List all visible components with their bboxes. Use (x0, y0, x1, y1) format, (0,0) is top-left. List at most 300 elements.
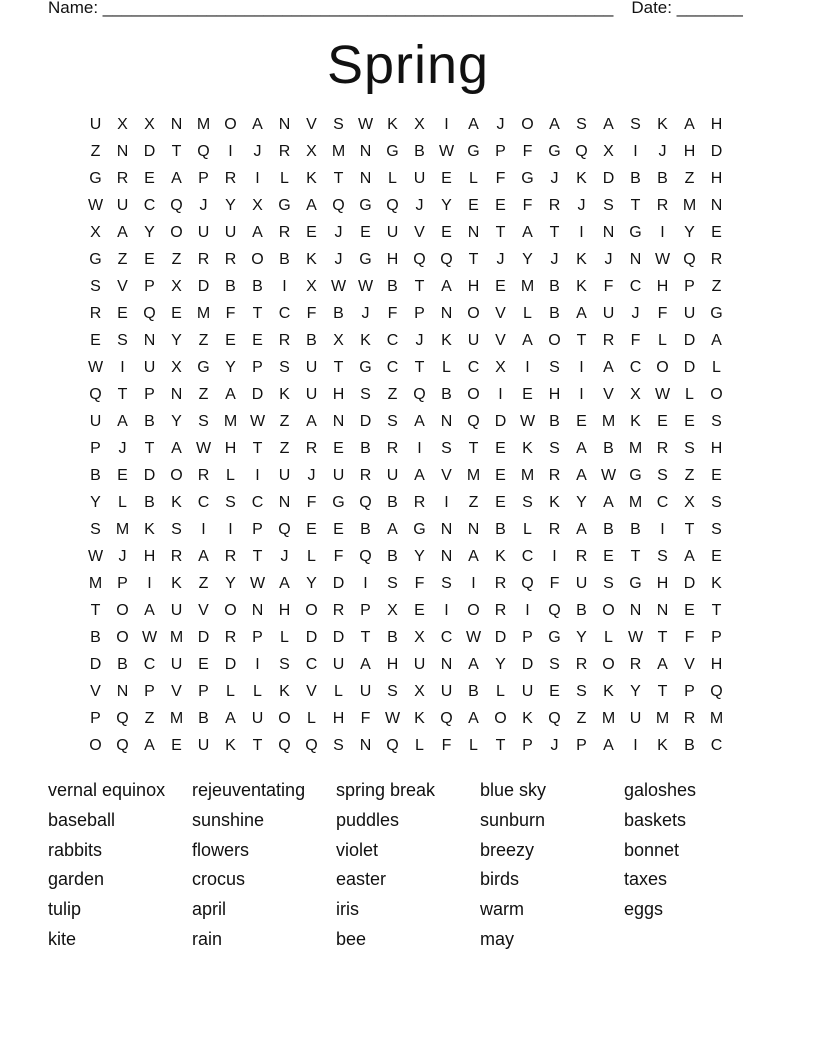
grid-cell[interactable]: D (224, 656, 237, 673)
name-field-label[interactable]: Name: ______________________________________________________ (48, 0, 614, 17)
grid-cell[interactable]: P (684, 683, 695, 700)
grid-cell[interactable]: K (360, 332, 371, 349)
grid-cell[interactable]: A (414, 467, 425, 484)
grid-cell[interactable]: E (144, 251, 155, 268)
grid-cell[interactable]: Y (414, 548, 425, 565)
grid-cell[interactable]: M (196, 116, 211, 133)
grid-cell[interactable]: O (116, 602, 129, 619)
grid-cell[interactable]: S (333, 737, 344, 754)
grid-cell[interactable]: S (387, 683, 398, 700)
grid-cell[interactable]: T (657, 629, 668, 646)
grid-cell[interactable]: R (278, 143, 291, 160)
grid-cell[interactable]: A (144, 602, 155, 619)
grid-cell[interactable]: E (441, 224, 452, 241)
grid-cell[interactable]: Y (441, 197, 452, 214)
grid-cell[interactable]: W (465, 629, 482, 646)
grid-cell[interactable]: C (629, 278, 642, 295)
grid-cell[interactable]: F (495, 170, 506, 187)
grid-cell[interactable]: R (224, 170, 237, 187)
grid-cell[interactable]: U (278, 467, 291, 484)
grid-cell[interactable]: D (332, 575, 345, 592)
grid-cell[interactable]: W (654, 386, 671, 403)
grid-cell[interactable]: G (548, 143, 561, 160)
grid-cell[interactable]: U (602, 305, 615, 322)
grid-cell[interactable]: L (658, 332, 667, 349)
grid-cell[interactable]: K (549, 494, 560, 511)
grid-cell[interactable]: Y (144, 224, 155, 241)
grid-cell[interactable]: E (252, 332, 263, 349)
grid-cell[interactable]: T (468, 251, 479, 268)
grid-cell[interactable]: P (252, 629, 263, 646)
grid-cell[interactable]: L (280, 170, 289, 187)
grid-cell[interactable]: E (684, 413, 695, 430)
grid-cell[interactable]: B (549, 278, 560, 295)
grid-cell[interactable]: V (495, 332, 506, 349)
grid-cell[interactable]: D (602, 170, 615, 187)
grid-cell[interactable]: R (116, 170, 129, 187)
grid-cell[interactable]: G (359, 359, 372, 376)
grid-cell[interactable]: D (143, 467, 156, 484)
grid-cell[interactable]: V (90, 683, 101, 700)
grid-cell[interactable]: S (441, 575, 452, 592)
grid-cell[interactable]: R (170, 548, 183, 565)
grid-cell[interactable]: D (197, 629, 210, 646)
grid-cell[interactable]: O (278, 710, 291, 727)
grid-cell[interactable]: X (90, 224, 101, 241)
grid-cell[interactable]: I (660, 521, 665, 538)
grid-cell[interactable]: N (629, 251, 642, 268)
grid-cell[interactable]: E (603, 548, 614, 565)
grid-cell[interactable]: Q (197, 143, 210, 160)
grid-cell[interactable]: N (251, 602, 264, 619)
grid-cell[interactable]: G (386, 143, 399, 160)
grid-cell[interactable]: W (357, 116, 374, 133)
grid-cell[interactable]: V (117, 278, 128, 295)
grid-cell[interactable]: O (602, 602, 615, 619)
grid-cell[interactable]: Y (522, 251, 533, 268)
grid-cell[interactable]: T (711, 602, 722, 619)
grid-cell[interactable]: B (630, 521, 641, 538)
grid-cell[interactable]: M (115, 521, 130, 538)
grid-cell[interactable]: R (224, 629, 237, 646)
grid-cell[interactable]: U (575, 575, 588, 592)
grid-cell[interactable]: Z (90, 143, 101, 160)
grid-cell[interactable]: A (414, 413, 425, 430)
grid-cell[interactable]: Y (576, 629, 587, 646)
grid-cell[interactable]: S (333, 116, 344, 133)
grid-cell[interactable]: L (307, 548, 316, 565)
grid-cell[interactable]: X (333, 332, 344, 349)
grid-cell[interactable]: I (228, 143, 233, 160)
grid-cell[interactable]: S (711, 413, 722, 430)
grid-cell[interactable]: P (414, 305, 425, 322)
grid-cell[interactable]: W (195, 440, 212, 457)
grid-cell[interactable]: B (387, 548, 398, 565)
grid-cell[interactable]: K (414, 710, 425, 727)
grid-cell[interactable]: S (549, 359, 560, 376)
grid-cell[interactable]: F (387, 305, 398, 322)
grid-cell[interactable]: K (306, 251, 317, 268)
grid-cell[interactable]: Q (386, 737, 399, 754)
grid-cell[interactable]: A (144, 737, 155, 754)
grid-cell[interactable]: U (386, 224, 399, 241)
grid-cell[interactable]: D (332, 629, 345, 646)
grid-cell[interactable]: U (305, 359, 318, 376)
grid-cell[interactable]: A (360, 656, 371, 673)
grid-cell[interactable]: O (251, 251, 264, 268)
grid-cell[interactable]: D (251, 386, 264, 403)
grid-cell[interactable]: I (471, 575, 476, 592)
grid-cell[interactable]: J (307, 467, 316, 484)
grid-cell[interactable]: I (579, 386, 584, 403)
grid-cell[interactable]: T (630, 197, 641, 214)
grid-cell[interactable]: W (249, 575, 266, 592)
grid-cell[interactable]: A (603, 359, 614, 376)
grid-cell[interactable]: O (467, 386, 480, 403)
grid-cell[interactable]: M (88, 575, 103, 592)
grid-cell[interactable]: B (576, 602, 587, 619)
grid-cell[interactable]: N (467, 224, 480, 241)
grid-cell[interactable]: U (413, 656, 426, 673)
grid-cell[interactable]: Z (198, 386, 209, 403)
grid-cell[interactable]: I (444, 602, 449, 619)
grid-cell[interactable]: N (440, 413, 453, 430)
grid-cell[interactable]: S (90, 278, 101, 295)
grid-cell[interactable]: J (550, 251, 559, 268)
grid-cell[interactable]: M (466, 467, 481, 484)
grid-cell[interactable]: U (440, 683, 453, 700)
grid-cell[interactable]: T (252, 737, 263, 754)
grid-cell[interactable]: S (549, 440, 560, 457)
grid-cell[interactable]: K (657, 737, 668, 754)
grid-cell[interactable]: D (710, 143, 723, 160)
grid-cell[interactable]: X (387, 602, 398, 619)
grid-cell[interactable]: A (576, 521, 587, 538)
grid-cell[interactable]: L (712, 359, 721, 376)
grid-cell[interactable]: K (279, 386, 290, 403)
grid-cell[interactable]: T (549, 224, 560, 241)
grid-cell[interactable]: Q (359, 548, 372, 565)
grid-cell[interactable]: E (144, 170, 155, 187)
grid-cell[interactable]: H (386, 251, 399, 268)
grid-cell[interactable]: T (117, 386, 128, 403)
grid-cell[interactable]: H (224, 440, 237, 457)
grid-cell[interactable]: W (519, 413, 536, 430)
grid-cell[interactable]: Z (117, 251, 128, 268)
grid-cell[interactable]: Q (548, 710, 561, 727)
grid-cell[interactable]: P (522, 737, 533, 754)
grid-cell[interactable]: O (170, 224, 183, 241)
grid-cell[interactable]: E (495, 467, 506, 484)
grid-cell[interactable]: Z (684, 467, 695, 484)
grid-cell[interactable]: U (332, 656, 345, 673)
grid-cell[interactable]: X (630, 386, 641, 403)
grid-cell[interactable]: Z (711, 278, 722, 295)
grid-cell[interactable]: T (684, 521, 695, 538)
grid-cell[interactable]: U (251, 710, 264, 727)
grid-cell[interactable]: Q (413, 386, 426, 403)
grid-cell[interactable]: R (548, 521, 561, 538)
grid-cell[interactable]: E (117, 305, 128, 322)
grid-cell[interactable]: G (521, 170, 534, 187)
grid-cell[interactable]: B (495, 521, 506, 538)
grid-cell[interactable]: E (657, 413, 668, 430)
grid-cell[interactable]: S (711, 494, 722, 511)
grid-cell[interactable]: D (197, 278, 210, 295)
grid-cell[interactable]: K (306, 170, 317, 187)
grid-cell[interactable]: K (630, 413, 641, 430)
grid-cell[interactable]: M (169, 710, 184, 727)
grid-cell[interactable]: U (116, 197, 129, 214)
grid-cell[interactable]: P (198, 683, 209, 700)
grid-cell[interactable]: H (332, 710, 345, 727)
grid-cell[interactable]: E (711, 467, 722, 484)
grid-cell[interactable]: S (279, 359, 290, 376)
grid-cell[interactable]: R (197, 467, 210, 484)
grid-cell[interactable]: Z (198, 575, 209, 592)
grid-cell[interactable]: A (603, 116, 614, 133)
grid-cell[interactable]: E (306, 521, 317, 538)
grid-cell[interactable]: E (468, 197, 479, 214)
grid-cell[interactable]: U (386, 467, 399, 484)
grid-cell[interactable]: L (523, 305, 532, 322)
grid-cell[interactable]: F (603, 278, 614, 295)
grid-cell[interactable]: I (525, 602, 530, 619)
grid-cell[interactable]: B (387, 278, 398, 295)
grid-cell[interactable]: S (549, 656, 560, 673)
grid-cell[interactable]: H (278, 602, 291, 619)
grid-cell[interactable]: A (171, 170, 182, 187)
grid-cell[interactable]: I (201, 521, 206, 538)
grid-cell[interactable]: Y (684, 224, 695, 241)
grid-cell[interactable]: W (87, 548, 104, 565)
grid-cell[interactable]: K (441, 332, 452, 349)
grid-cell[interactable]: B (441, 386, 452, 403)
grid-cell[interactable]: W (438, 143, 455, 160)
grid-cell[interactable]: S (711, 521, 722, 538)
grid-cell[interactable]: T (144, 440, 155, 457)
grid-cell[interactable]: E (495, 197, 506, 214)
grid-cell[interactable]: I (444, 116, 449, 133)
grid-cell[interactable]: F (522, 197, 533, 214)
grid-cell[interactable]: I (228, 521, 233, 538)
grid-cell[interactable]: N (602, 224, 615, 241)
grid-cell[interactable]: X (252, 197, 263, 214)
grid-cell[interactable]: S (657, 467, 668, 484)
grid-cell[interactable]: O (467, 602, 480, 619)
grid-cell[interactable]: Y (225, 197, 236, 214)
grid-cell[interactable]: C (710, 737, 723, 754)
grid-cell[interactable]: Y (225, 359, 236, 376)
grid-cell[interactable]: S (360, 386, 371, 403)
grid-cell[interactable]: E (333, 521, 344, 538)
grid-cell[interactable]: S (576, 116, 587, 133)
grid-cell[interactable]: G (467, 143, 480, 160)
grid-cell[interactable]: U (89, 413, 102, 430)
grid-cell[interactable]: B (603, 521, 614, 538)
grid-cell[interactable]: O (521, 116, 534, 133)
grid-cell[interactable]: X (144, 116, 155, 133)
grid-cell[interactable]: H (332, 386, 345, 403)
grid-cell[interactable]: I (633, 143, 638, 160)
grid-cell[interactable]: A (252, 116, 263, 133)
grid-cell[interactable]: Q (305, 737, 318, 754)
grid-cell[interactable]: A (576, 440, 587, 457)
grid-cell[interactable]: A (468, 656, 479, 673)
grid-cell[interactable]: A (306, 197, 317, 214)
grid-cell[interactable]: I (498, 386, 503, 403)
grid-cell[interactable]: F (441, 737, 452, 754)
grid-cell[interactable]: J (199, 197, 208, 214)
grid-cell[interactable]: Q (89, 386, 102, 403)
grid-cell[interactable]: N (656, 602, 669, 619)
grid-cell[interactable]: F (306, 305, 317, 322)
grid-cell[interactable]: U (683, 305, 696, 322)
grid-cell[interactable]: J (550, 170, 559, 187)
grid-cell[interactable]: J (415, 332, 424, 349)
grid-cell[interactable]: E (171, 737, 182, 754)
grid-cell[interactable]: A (387, 521, 398, 538)
grid-cell[interactable]: O (710, 386, 723, 403)
grid-cell[interactable]: U (197, 224, 210, 241)
grid-cell[interactable]: R (575, 656, 588, 673)
grid-cell[interactable]: R (575, 548, 588, 565)
grid-cell[interactable]: F (657, 305, 668, 322)
grid-cell[interactable]: S (441, 440, 452, 457)
grid-cell[interactable]: W (87, 197, 104, 214)
grid-cell[interactable]: Y (495, 656, 506, 673)
grid-cell[interactable]: P (144, 386, 155, 403)
grid-cell[interactable]: T (495, 737, 506, 754)
grid-cell[interactable]: H (710, 440, 723, 457)
grid-cell[interactable]: R (386, 440, 399, 457)
grid-cell[interactable]: R (656, 197, 669, 214)
grid-cell[interactable]: B (225, 278, 236, 295)
grid-cell[interactable]: Q (575, 143, 588, 160)
grid-cell[interactable]: S (225, 494, 236, 511)
grid-cell[interactable]: J (334, 251, 343, 268)
grid-cell[interactable]: O (467, 305, 480, 322)
grid-cell[interactable]: A (522, 332, 533, 349)
grid-cell[interactable]: E (711, 224, 722, 241)
grid-cell[interactable]: Z (684, 170, 695, 187)
grid-cell[interactable]: T (333, 170, 344, 187)
grid-cell[interactable]: B (198, 710, 209, 727)
grid-cell[interactable]: K (522, 440, 533, 457)
grid-cell[interactable]: O (89, 737, 102, 754)
grid-cell[interactable]: D (359, 413, 372, 430)
grid-cell[interactable]: H (710, 116, 723, 133)
grid-cell[interactable]: V (306, 116, 317, 133)
grid-cell[interactable]: T (333, 359, 344, 376)
grid-cell[interactable]: A (279, 575, 290, 592)
grid-cell[interactable]: D (89, 656, 102, 673)
grid-cell[interactable]: I (444, 494, 449, 511)
grid-cell[interactable]: O (494, 710, 507, 727)
grid-cell[interactable]: C (467, 359, 480, 376)
grid-cell[interactable]: B (279, 251, 290, 268)
grid-cell[interactable]: P (252, 359, 263, 376)
grid-cell[interactable]: E (684, 602, 695, 619)
grid-cell[interactable]: X (306, 143, 317, 160)
grid-cell[interactable]: F (684, 629, 695, 646)
grid-cell[interactable]: L (685, 386, 694, 403)
grid-cell[interactable]: B (657, 170, 668, 187)
grid-cell[interactable]: C (656, 494, 669, 511)
grid-cell[interactable]: N (116, 143, 129, 160)
grid-cell[interactable]: Q (440, 251, 453, 268)
grid-cell[interactable]: A (468, 710, 479, 727)
grid-cell[interactable]: A (657, 656, 668, 673)
grid-cell[interactable]: K (144, 521, 155, 538)
grid-cell[interactable]: S (387, 413, 398, 430)
grid-cell[interactable]: W (654, 251, 671, 268)
date-field-label[interactable]: Date: _______ (631, 0, 743, 17)
grid-cell[interactable]: J (496, 116, 505, 133)
grid-cell[interactable]: A (225, 710, 236, 727)
grid-cell[interactable]: F (306, 494, 317, 511)
grid-cell[interactable]: L (496, 683, 505, 700)
grid-cell[interactable]: J (496, 251, 505, 268)
grid-cell[interactable]: W (249, 413, 266, 430)
grid-cell[interactable]: R (683, 710, 696, 727)
grid-cell[interactable]: M (520, 467, 535, 484)
grid-cell[interactable]: L (334, 683, 343, 700)
grid-cell[interactable]: R (710, 251, 723, 268)
grid-cell[interactable]: K (576, 278, 587, 295)
grid-cell[interactable]: Q (143, 305, 156, 322)
grid-cell[interactable]: X (603, 143, 614, 160)
grid-cell[interactable]: R (548, 467, 561, 484)
grid-cell[interactable]: R (548, 197, 561, 214)
grid-cell[interactable]: N (143, 332, 156, 349)
grid-cell[interactable]: T (576, 332, 587, 349)
grid-cell[interactable]: X (684, 494, 695, 511)
grid-cell[interactable]: R (224, 251, 237, 268)
grid-cell[interactable]: P (117, 575, 128, 592)
grid-cell[interactable]: F (522, 143, 533, 160)
grid-cell[interactable]: K (387, 116, 398, 133)
grid-cell[interactable]: Y (171, 332, 182, 349)
grid-cell[interactable]: K (576, 251, 587, 268)
grid-cell[interactable]: N (116, 683, 129, 700)
grid-cell[interactable]: Q (332, 197, 345, 214)
grid-cell[interactable]: Z (468, 494, 479, 511)
grid-cell[interactable]: G (359, 251, 372, 268)
grid-cell[interactable]: A (117, 413, 128, 430)
grid-cell[interactable]: B (549, 413, 560, 430)
grid-cell[interactable]: K (603, 683, 614, 700)
grid-cell[interactable]: R (224, 548, 237, 565)
grid-cell[interactable]: B (360, 440, 371, 457)
grid-cell[interactable]: X (171, 359, 182, 376)
grid-cell[interactable]: U (629, 710, 642, 727)
grid-cell[interactable]: W (357, 278, 374, 295)
grid-cell[interactable]: R (602, 332, 615, 349)
grid-cell[interactable]: I (363, 575, 368, 592)
grid-cell[interactable]: B (117, 656, 128, 673)
grid-cell[interactable]: B (360, 521, 371, 538)
grid-cell[interactable]: U (143, 359, 156, 376)
grid-cell[interactable]: R (89, 305, 102, 322)
grid-cell[interactable]: H (386, 656, 399, 673)
grid-cell[interactable]: Q (278, 521, 291, 538)
grid-cell[interactable]: B (549, 305, 560, 322)
grid-cell[interactable]: M (601, 710, 616, 727)
grid-cell[interactable]: S (684, 440, 695, 457)
grid-cell[interactable]: A (549, 116, 560, 133)
grid-cell[interactable]: U (305, 386, 318, 403)
